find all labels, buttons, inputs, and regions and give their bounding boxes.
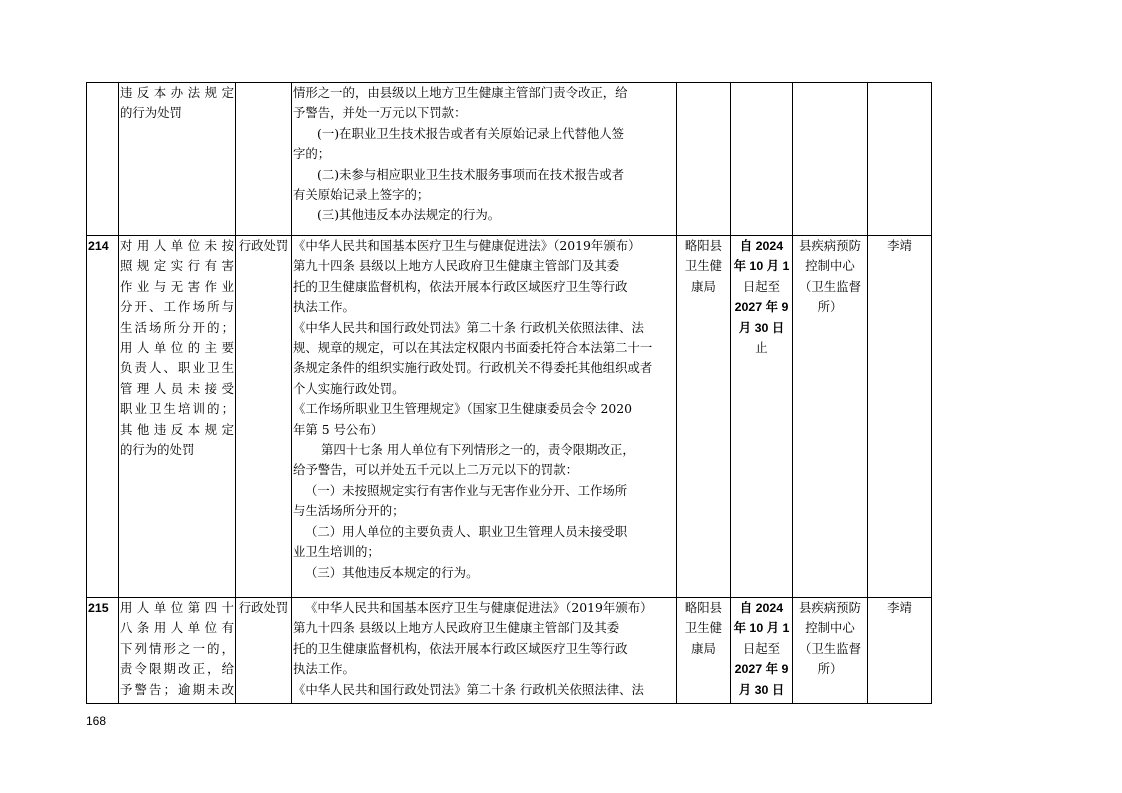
item-line: 管理人员未接受: [120, 380, 234, 396]
basis-line: 《工作场所职业卫生管理规定》（国家卫生健康委员会令 2020: [293, 401, 633, 417]
executor-cell: [793, 83, 868, 236]
period-line: 年 10 月 1: [733, 259, 790, 274]
basis-line: 第四十七条 用人单位有下列情形之一的，责令限期改正，: [321, 442, 635, 458]
category-cell: [236, 83, 292, 236]
basis-line: （二）用人单位的主要负责人、职业卫生管理人员未接受职: [305, 523, 628, 539]
basis-line: 情形之一的，由县级以上地方卫生健康主管部门责令改正，给: [293, 85, 628, 100]
period-line: 2027 年 9: [734, 300, 789, 315]
basis-line: 《中华人民共和国行政处罚法》第二十条 行政机关依照法律、法: [293, 319, 644, 335]
item-line: 下列情形之一的，: [120, 640, 234, 656]
basis-line: (三)其他违反本办法规定的行为。: [317, 207, 501, 223]
period-line: 2027 年 9: [734, 662, 789, 677]
item-name-cell: [119, 83, 236, 236]
period-line: 月 30 日: [738, 320, 785, 335]
department-line: 卫生健: [684, 620, 723, 636]
period-line: 日起至: [742, 278, 781, 294]
category-cell: 行政处罚: [236, 598, 292, 704]
period-cell: [731, 83, 793, 236]
basis-line: 与生活场所分开的；: [293, 503, 405, 519]
basis-line: 《中华人民共和国行政处罚法》第二十条 行政机关依照法律、法: [293, 681, 644, 697]
executor-line: 所）: [817, 299, 843, 315]
row-number: 214: [87, 236, 119, 598]
legal-basis-cell: [292, 598, 677, 704]
item-line: 对用人单位未按: [120, 238, 234, 253]
period-line: 年 10 月 1: [733, 621, 790, 636]
basis-line: 《中华人民共和国基本医疗卫生与健康促进法》（2019年颁布）: [305, 600, 653, 615]
item-line: 的行为的处罚: [120, 442, 195, 458]
department-cell: [677, 83, 731, 236]
category-cell: 行政处罚: [236, 236, 292, 598]
basis-line: 执法工作。: [293, 299, 355, 315]
basis-line: 予警告，并处一万元以下罚款：: [293, 105, 467, 121]
person-cell: [868, 83, 932, 236]
department-cell: [677, 236, 731, 598]
item-line: 分开、工作场所与: [120, 299, 234, 315]
department-line: 康局: [691, 640, 716, 656]
item-line: 作业与无害作业: [120, 278, 234, 294]
table-row: [87, 598, 932, 704]
period-line: 止: [755, 340, 768, 356]
executor-line: 县疾病预防: [799, 238, 861, 253]
item-line: 予警告；逾期未改: [120, 681, 234, 697]
responsibility-table: [86, 82, 932, 704]
legal-basis-cell: [292, 236, 677, 598]
table-row: [87, 236, 932, 598]
period-line: 日起至: [742, 640, 781, 656]
legal-basis-cell: [292, 83, 677, 236]
basis-line: 个人实施行政处罚。: [293, 380, 405, 396]
item-line: 生活场所分开的；: [120, 319, 234, 335]
item-line: 照规定实行有害: [120, 258, 234, 274]
item-line: 用人单位第四十: [120, 600, 234, 615]
department-line: 略阳县: [684, 238, 723, 253]
department-line: 康局: [691, 278, 716, 294]
basis-line: 托的卫生健康监督机构，依法开展本行政区域医疗卫生等行政: [293, 640, 628, 656]
basis-line: 字的；: [293, 146, 331, 162]
number-cell: [87, 83, 119, 236]
period-line: 月 30 日: [738, 682, 785, 697]
executor-line: 县疾病预防: [799, 600, 861, 615]
basis-line: 规、规章的规定，可以在其法定权限内书面委托符合本法第二十一: [293, 340, 653, 356]
item-line: 违反本办法规定: [120, 85, 234, 100]
basis-line: 有关原始记录上签字的；: [293, 187, 430, 203]
basis-line: 第九十四条 县级以上地方人民政府卫生健康主管部门及其委: [293, 620, 620, 636]
item-name-cell: [119, 598, 236, 704]
basis-line: 托的卫生健康监督机构，依法开展本行政区域医疗卫生等行政: [293, 278, 628, 294]
executor-line: （卫生监督: [799, 278, 861, 294]
executor-line: 控制中心: [805, 258, 855, 274]
person-cell: 李靖: [868, 236, 932, 598]
executor-line: （卫生监督: [799, 640, 861, 656]
basis-line: (一)在职业卫生技术报告或者有关原始记录上代替他人签: [317, 125, 625, 141]
period-cell: [731, 236, 793, 598]
period-line: 自 2024: [739, 601, 784, 615]
row-number: 215: [87, 598, 119, 704]
basis-line: 条规定条件的组织实施行政处罚。行政机关不得委托其他组织或者: [293, 360, 653, 376]
person-cell: 李靖: [868, 598, 932, 704]
page-number: 168: [86, 714, 107, 728]
department-line: 卫生健: [684, 258, 723, 274]
basis-line: （一）未按照规定实行有害作业与无害作业分开、工作场所: [305, 482, 628, 498]
basis-line: 业卫生培训的；: [293, 544, 380, 560]
basis-line: 给予警告，可以并处五千元以上二万元以下的罚款：: [293, 462, 578, 478]
item-line: 其他违反本规定: [120, 421, 234, 437]
executor-cell: [793, 236, 868, 598]
item-line: 职业卫生培训的；: [120, 401, 234, 417]
item-name-cell: [119, 236, 236, 598]
basis-line: 《中华人民共和国基本医疗卫生与健康促进法》（2019年颁布）: [293, 238, 641, 253]
executor-line: 控制中心: [805, 620, 855, 636]
basis-line: 执法工作。: [293, 661, 355, 677]
basis-line: 年第 5 号公布）: [293, 421, 384, 437]
period-line: 自 2024: [739, 239, 784, 253]
item-line: 责令限期改正，给: [120, 661, 234, 677]
executor-line: 所）: [817, 661, 843, 677]
item-line: 用人单位的主要: [120, 340, 234, 356]
table-row: [87, 83, 932, 236]
item-line: 负责人、职业卫生: [120, 360, 234, 376]
basis-line: （三）其他违反本规定的行为。: [305, 564, 479, 580]
executor-cell: [793, 598, 868, 704]
department-line: 略阳县: [684, 600, 723, 615]
basis-line: 第九十四条 县级以上地方人民政府卫生健康主管部门及其委: [293, 258, 620, 274]
basis-line: (二)未参与相应职业卫生技术服务事项而在技术报告或者: [317, 166, 625, 182]
item-line: 的行为处罚: [120, 105, 182, 121]
item-line: 八条用人单位有: [120, 620, 234, 636]
period-cell: [731, 598, 793, 704]
department-cell: [677, 598, 731, 704]
